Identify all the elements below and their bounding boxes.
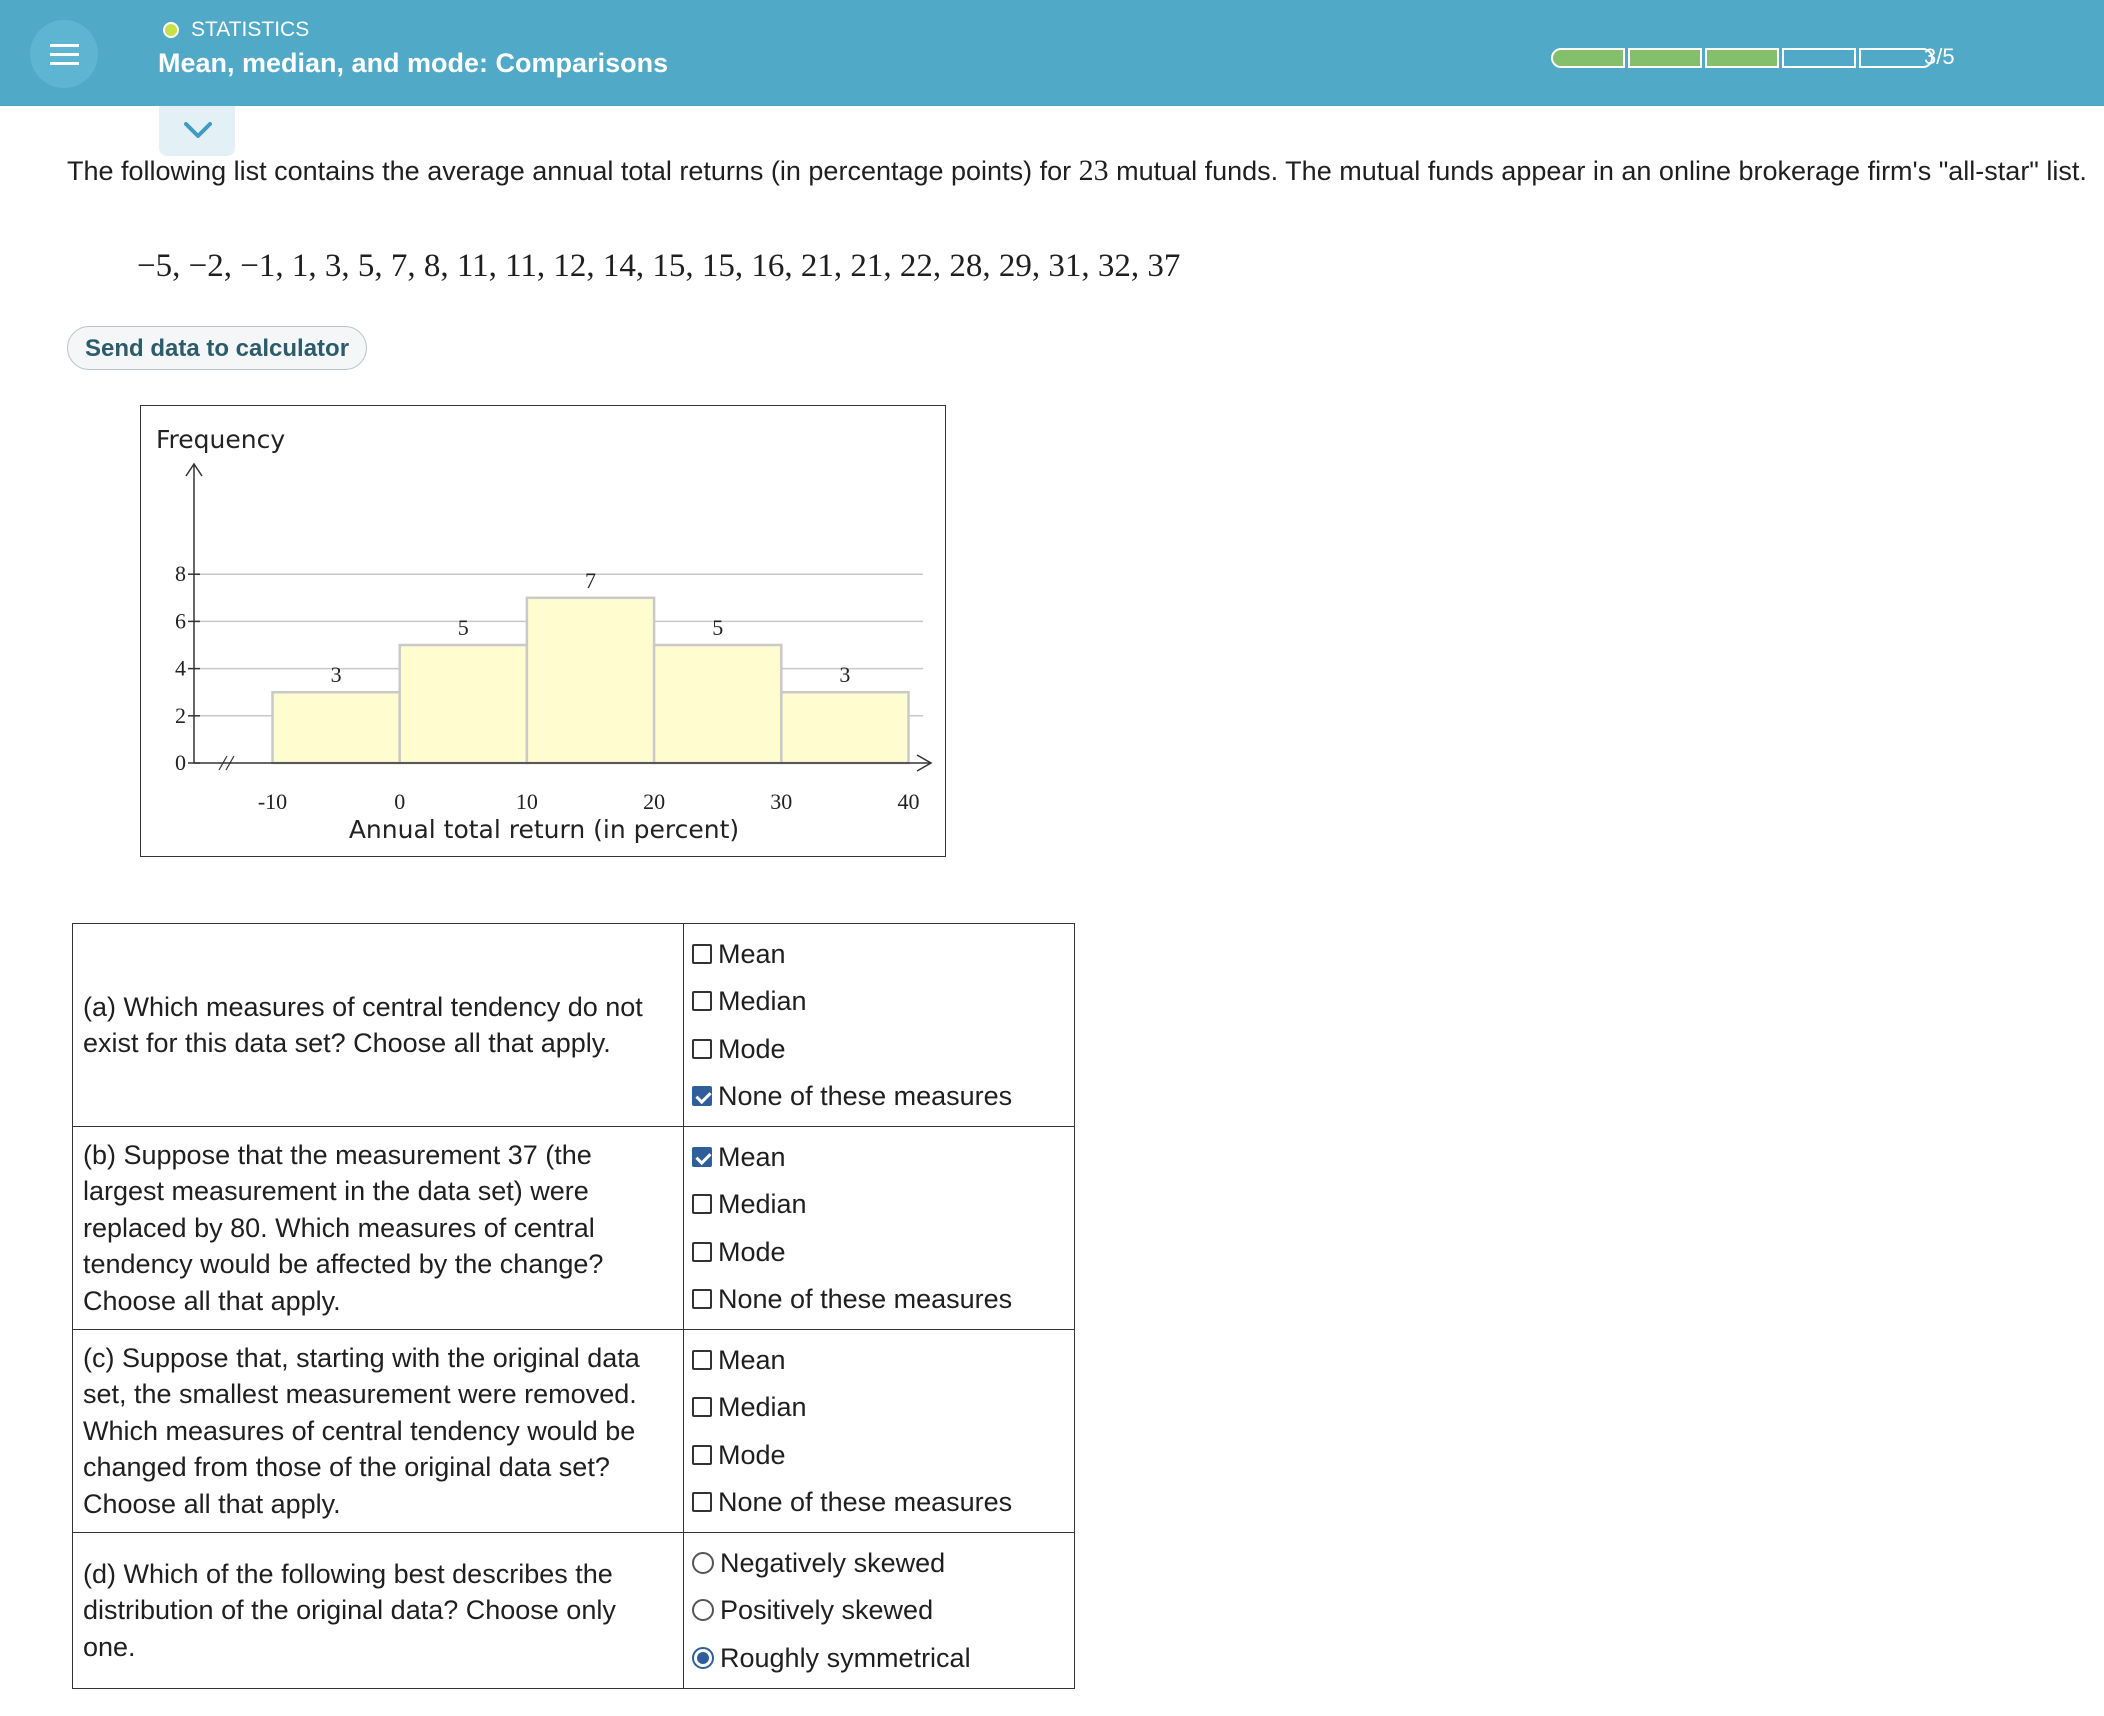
menu-button[interactable] [30,20,98,88]
option-label: None of these measures [718,1487,1013,1518]
answer-options [684,1533,1075,1689]
question-text: (d) Which of the following best describes the distribution of the original data? Choose only one. [73,1533,684,1689]
question-table [72,923,1075,1689]
checkbox[interactable] [692,1397,712,1417]
histogram-chart [140,405,946,857]
checkbox-option[interactable] [692,1133,1066,1181]
checkbox[interactable] [692,1242,712,1262]
histogram-bar [654,645,781,763]
send-data-button[interactable]: Send data to calculator [67,326,367,370]
problem-intro [67,152,2097,190]
subject-label [163,18,309,42]
checkbox-option[interactable] [692,1384,1066,1432]
chevron-down-icon [183,120,213,140]
y-tick-label: 4 [175,655,186,681]
fund-count: 23 [1078,154,1109,187]
checkbox[interactable] [692,1194,712,1214]
checkbox[interactable] [692,1039,712,1059]
radio-button[interactable] [692,1599,714,1621]
question-row-c [73,1330,1075,1533]
option-label: Mode [718,1439,786,1470]
checkbox-option[interactable] [692,1276,1066,1324]
option-label: Mean [718,938,786,969]
checkbox-option[interactable] [692,978,1066,1026]
x-tick-label: 30 [770,789,793,814]
progress-segment [1705,48,1779,68]
radio-button[interactable] [692,1647,714,1669]
checkbox-option[interactable] [692,1228,1066,1276]
question-row-a [73,924,1075,1127]
checkbox-option[interactable] [692,930,1066,978]
checkbox[interactable] [692,1350,712,1370]
hamburger-icon [50,62,79,65]
subject-dot-icon [163,22,179,38]
histogram-bar [781,692,908,763]
x-tick-label: 10 [515,789,538,814]
question-text: (a) Which measures of central tendency do not exist for this data set? Choose all that apply. [73,924,684,1127]
y-tick-label: 2 [175,702,186,728]
question-text: (b) Suppose that the measurement 37 (the largest measurement in the data set) were replaced by 80. Which measures of central tendency would be affected by the change? Choose all that apply. [73,1127,684,1330]
checkbox[interactable] [692,991,712,1011]
histogram-svg [141,406,947,858]
intro-text-after: mutual funds. The mutual funds appear in an online brokerage firm's "all-star" list. [1108,156,2087,186]
topic-title: Mean, median, and mode: Comparisons [158,48,669,78]
checkbox[interactable] [692,1492,712,1512]
option-label: Mode [718,1033,786,1064]
progress-segment [1782,48,1856,68]
subject-text: STATISTICS [191,18,310,41]
x-tick-label: 0 [394,789,406,814]
histogram-bar [273,692,400,763]
option-label: None of these measures [718,1081,1013,1112]
bar-value-label: 3 [330,662,342,688]
question-text: (c) Suppose that, starting with the original data set, the smallest measurement were removed. Which measures of central tendency would be changed from those of the original data set? Choose all that apply. [73,1330,684,1533]
question-row-b [73,1127,1075,1330]
y-axis-title: Frequency [156,425,286,454]
radio-option[interactable] [692,1587,1066,1635]
option-label: Mean [718,1141,786,1172]
checkbox[interactable] [692,944,712,964]
radio-option[interactable] [692,1539,1066,1587]
question-row-d [73,1533,1075,1689]
bar-value-label: 3 [839,662,851,688]
progress-bar [1551,48,1936,68]
bar-value-label: 5 [457,615,469,640]
option-label: Mode [718,1236,786,1267]
checkbox[interactable] [692,1147,712,1167]
checkbox-option[interactable] [692,1181,1066,1229]
intro-text-before: The following list contains the average annual total returns (in percentage points) for [67,156,1079,186]
option-label: Median [718,1392,807,1423]
bar-value-label: 7 [585,567,596,593]
option-label: Positively skewed [720,1595,934,1626]
checkbox-option[interactable] [692,1073,1066,1121]
checkbox[interactable] [692,1445,712,1465]
checkbox-option[interactable] [692,1431,1066,1479]
x-tick-label: -10 [257,789,288,814]
checkbox-option[interactable] [692,1336,1066,1384]
hamburger-icon [50,53,79,56]
option-label: Median [718,1189,807,1220]
option-label: Negatively skewed [720,1547,946,1578]
x-axis-title: Annual total return (in percent) [348,815,740,844]
x-tick-label: 40 [897,789,920,814]
progress-label: 3/5 [1924,44,1955,69]
collapse-toggle[interactable] [159,106,235,156]
option-label: Roughly symmetrical [720,1642,971,1673]
option-label: Median [718,986,807,1017]
checkbox-option[interactable] [692,1025,1066,1073]
progress-segment [1551,48,1625,68]
hamburger-icon [50,44,79,47]
top-bar [0,0,2104,106]
x-tick-label: 20 [643,789,666,814]
histogram-bar [400,645,527,763]
progress-segment [1859,48,1933,68]
bar-value-label: 5 [712,615,724,640]
y-tick-label: 8 [175,561,186,587]
answer-options [684,1330,1075,1533]
histogram-bar [527,598,654,763]
y-tick-label: 0 [175,750,186,775]
answer-options [684,1127,1075,1330]
radio-button[interactable] [692,1552,714,1574]
radio-option[interactable] [692,1634,1066,1682]
option-label: None of these measures [718,1284,1013,1315]
checkbox[interactable] [692,1289,712,1309]
answer-options [684,924,1075,1127]
checkbox-option[interactable] [692,1479,1066,1527]
option-label: Mean [718,1344,786,1375]
checkbox[interactable] [692,1086,712,1106]
y-tick-label: 6 [175,608,186,634]
data-list: −5, −2, −1, 1, 3, 5, 7, 8, 11, 11, 12, 14, 15, 15, 16, 21, 21, 22, 28, 29, 31, 32, 37 [137,248,1181,284]
progress-segment [1628,48,1702,68]
